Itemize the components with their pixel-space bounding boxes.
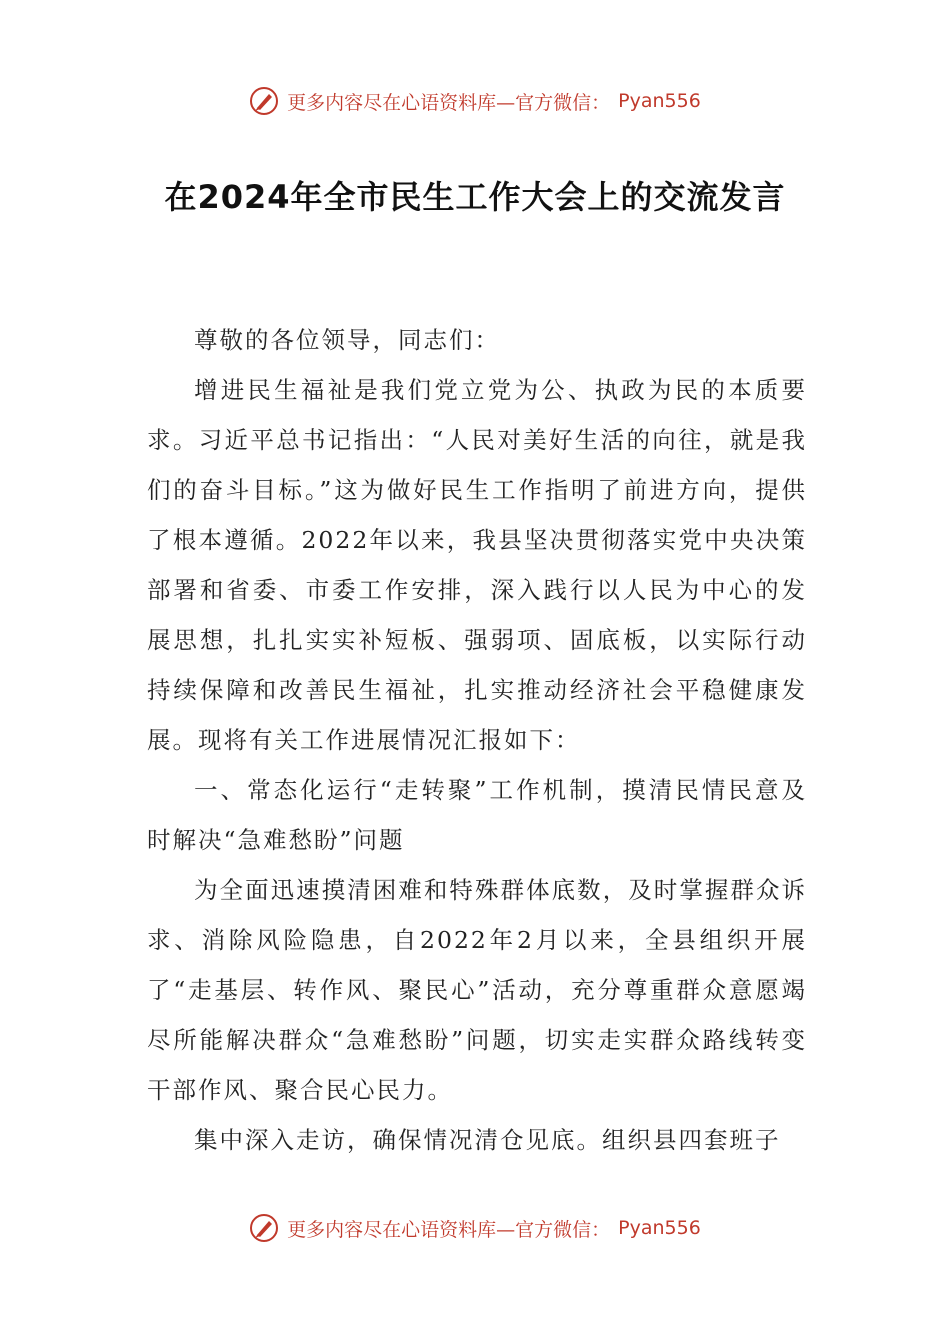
watermark-header bbox=[0, 86, 950, 116]
watermark-text: 更多内容尽在心语资料库—官方微信： bbox=[287, 91, 611, 114]
section-heading: 一、常态化运行“走转聚”工作机制，摸清民情民意及时解决“急难愁盼”问题 bbox=[147, 776, 807, 854]
watermark-text: 更多内容尽在心语资料库—官方微信： bbox=[287, 1218, 611, 1241]
paragraph: 集中深入走访，确保情况清仓见底。组织县四套班子 bbox=[194, 1126, 781, 1154]
pen-logo-icon bbox=[249, 1213, 279, 1243]
watermark-id: Pyan556 bbox=[618, 90, 701, 112]
paragraph: 增进民生福祉是我们党立党为公、执政为民的本质要求。习近平总书记指出：“人民对美好生活的向往，就是我们的奋斗目标。”这为做好民生工作指明了前进方向，提供了根本遵循。2022年以来，我县坚决贯彻落实党中央决策部署和省委、市委工作安排，深入践行以人民为中心的发展思想，扎扎实实补短板、强弱项、固底板，以实际行动持续保障和改善民生福祉，扎实推动经济社会平稳健康发展。现将有关工作进展情况汇报如下： bbox=[147, 376, 807, 754]
watermark-footer bbox=[0, 1213, 950, 1243]
document-title: 在2024年全市民生工作大会上的交流发言 bbox=[164, 178, 786, 216]
watermark-id: Pyan556 bbox=[618, 1217, 701, 1239]
document-body bbox=[147, 315, 807, 1165]
paragraph: 为全面迅速摸清困难和特殊群体底数，及时掌握群众诉求、消除风险隐患，自2022年2月以来，全县组织开展了“走基层、转作风、聚民心”活动，充分尊重群众意愿竭尽所能解决群众“急难愁盼”问题，切实走实群众路线转变干部作风、聚合民心民力。 bbox=[147, 876, 807, 1104]
pen-logo-icon bbox=[249, 86, 279, 116]
salutation: 尊敬的各位领导，同志们： bbox=[194, 326, 500, 354]
